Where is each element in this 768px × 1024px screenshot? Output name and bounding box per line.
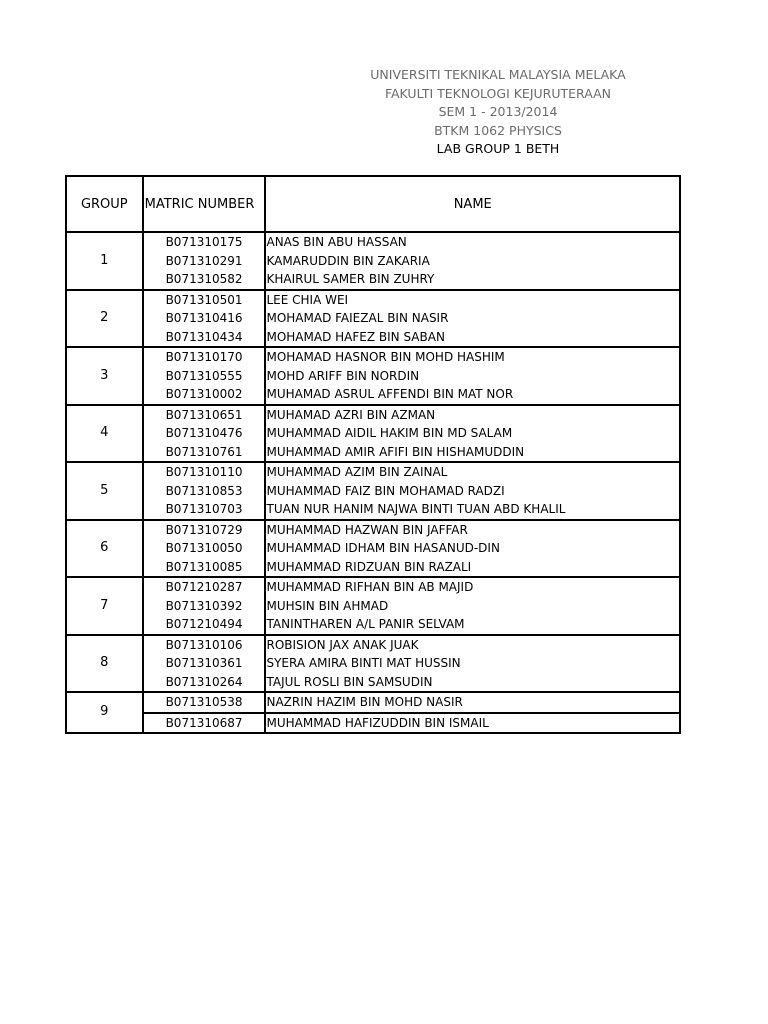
matric-number-cell: B071310170 xyxy=(143,347,266,367)
table-row xyxy=(66,615,680,635)
matric-number-cell: B071310582 xyxy=(143,270,266,290)
table-row xyxy=(66,692,680,713)
matric-number-cell: B071310555 xyxy=(143,367,266,386)
student-name-cell: ANAS BIN ABU HASSAN xyxy=(265,232,680,252)
table-row xyxy=(66,577,680,597)
group-number-cell: 5 xyxy=(66,462,143,520)
student-name-cell: MUHAMMAD AMIR AFIFI BIN HISHAMUDDIN xyxy=(265,443,680,463)
table-row xyxy=(66,367,680,386)
matric-number-cell: B071310651 xyxy=(143,405,266,425)
table-row xyxy=(66,443,680,463)
matric-number-cell: B071310392 xyxy=(143,597,266,616)
matric-column-header: MATRIC NUMBER xyxy=(143,176,266,232)
matric-number-cell: B071310538 xyxy=(143,692,266,713)
student-roster-table xyxy=(65,175,681,734)
table-row xyxy=(66,500,680,520)
table-row xyxy=(66,635,680,655)
matric-number-cell: B071210287 xyxy=(143,577,266,597)
matric-number-cell: B071310501 xyxy=(143,290,266,310)
table-row xyxy=(66,597,680,616)
matric-number-cell: B071310110 xyxy=(143,462,266,482)
faculty-name: FAKULTI TEKNOLOGI KEJURUTERAAN xyxy=(384,85,612,101)
course-label: BTKM 1062 PHYSICS xyxy=(434,122,562,138)
table-row xyxy=(66,252,680,271)
table-row xyxy=(66,328,680,348)
student-name-cell: TAJUL ROSLI BIN SAMSUDIN xyxy=(265,673,680,693)
table-row xyxy=(66,385,680,405)
matric-number-cell: B071310476 xyxy=(143,424,266,443)
student-name-cell: MUHAMMAD RIFHAN BIN AB MAJID xyxy=(265,577,680,597)
student-name-cell: TUAN NUR HANIM NAJWA BINTI TUAN ABD KHALIL xyxy=(265,500,680,520)
table-row xyxy=(66,713,680,734)
student-name-cell: ROBISION JAX ANAK JUAK xyxy=(265,635,680,655)
matric-number-cell: B071310291 xyxy=(143,252,266,271)
table-row xyxy=(66,309,680,328)
table-row xyxy=(66,539,680,558)
student-name-cell: MOHD ARIFF BIN NORDIN xyxy=(265,367,680,386)
group-number-cell: 2 xyxy=(66,290,143,348)
student-name-cell: MUHAMAD ASRUL AFFENDI BIN MAT NOR xyxy=(265,385,680,405)
student-name-cell: KHAIRUL SAMER BIN ZUHRY xyxy=(265,270,680,290)
student-name-cell: MUHAMMAD FAIZ BIN MOHAMAD RADZI xyxy=(265,482,680,501)
matric-number-cell: B071310853 xyxy=(143,482,266,501)
group-column-header: GROUP xyxy=(66,176,143,232)
table-row xyxy=(66,405,680,425)
matric-number-cell: B071210494 xyxy=(143,615,266,635)
table-row xyxy=(66,520,680,540)
student-name-cell: MUHAMMAD AIDIL HAKIM BIN MD SALAM xyxy=(265,424,680,443)
group-number-cell: 7 xyxy=(66,577,143,635)
table-header-row xyxy=(66,176,680,232)
table-row xyxy=(66,347,680,367)
student-name-cell: MUHAMAD AZRI BIN AZMAN xyxy=(265,405,680,425)
student-name-cell: TANINTHAREN A/L PANIR SELVAM xyxy=(265,615,680,635)
group-number-cell: 3 xyxy=(66,347,143,405)
student-name-cell: MUHAMMAD RIDZUAN BIN RAZALI xyxy=(265,558,680,578)
table-row xyxy=(66,654,680,673)
matric-number-cell: B071310434 xyxy=(143,328,266,348)
matric-number-cell: B071310687 xyxy=(143,713,266,734)
student-name-cell: MUHAMMAD HAFIZUDDIN BIN ISMAIL xyxy=(265,713,680,734)
semester-label: SEM 1 - 2013/2014 xyxy=(438,104,558,119)
matric-number-cell: B071310361 xyxy=(143,654,266,673)
student-name-cell: SYERA AMIRA BINTI MAT HUSSIN xyxy=(265,654,680,673)
table-row xyxy=(66,558,680,578)
table-row xyxy=(66,270,680,290)
university-name: UNIVERSITI TEKNIKAL MALAYSIA MELAKA xyxy=(370,67,626,82)
table-row xyxy=(66,424,680,443)
matric-number-cell: B071310106 xyxy=(143,635,266,655)
group-number-cell: 6 xyxy=(66,520,143,578)
student-name-cell: MUHSIN BIN AHMAD xyxy=(265,597,680,616)
student-name-cell: MUHAMMAD AZIM BIN ZAINAL xyxy=(265,462,680,482)
matric-number-cell: B071310175 xyxy=(143,232,266,252)
matric-number-cell: B071310050 xyxy=(143,539,266,558)
matric-number-cell: B071310085 xyxy=(143,558,266,578)
table-row xyxy=(66,462,680,482)
student-name-cell: MOHAMAD FAIEZAL BIN NASIR xyxy=(265,309,680,328)
table-row xyxy=(66,232,680,252)
table-row xyxy=(66,673,680,693)
name-column-header: NAME xyxy=(265,176,680,232)
matric-number-cell: B071310264 xyxy=(143,673,266,693)
student-name-cell: LEE CHIA WEI xyxy=(265,290,680,310)
matric-number-cell: B071310761 xyxy=(143,443,266,463)
student-name-cell: MUHAMMAD HAZWAN BIN JAFFAR xyxy=(265,520,680,540)
lab-group-title: LAB GROUP 1 BETH xyxy=(436,141,560,156)
matric-number-cell: B071310002 xyxy=(143,385,266,405)
table-row xyxy=(66,290,680,310)
roster-body xyxy=(66,232,680,733)
student-name-cell: MOHAMAD HAFEZ BIN SABAN xyxy=(265,328,680,348)
student-name-cell: KAMARUDDIN BIN ZAKARIA xyxy=(265,252,680,271)
group-number-cell: 4 xyxy=(66,405,143,463)
matric-number-cell: B071310729 xyxy=(143,520,266,540)
document-header xyxy=(300,66,696,159)
group-number-cell: 1 xyxy=(66,232,143,290)
group-number-cell: 8 xyxy=(66,635,143,693)
student-name-cell: NAZRIN HAZIM BIN MOHD NASIR xyxy=(265,692,680,713)
matric-number-cell: B071310416 xyxy=(143,309,266,328)
table-row xyxy=(66,482,680,501)
student-name-cell: MUHAMMAD IDHAM BIN HASANUD-DIN xyxy=(265,539,680,558)
group-number-cell: 9 xyxy=(66,692,143,733)
student-name-cell: MOHAMAD HASNOR BIN MOHD HASHIM xyxy=(265,347,680,367)
matric-number-cell: B071310703 xyxy=(143,500,266,520)
